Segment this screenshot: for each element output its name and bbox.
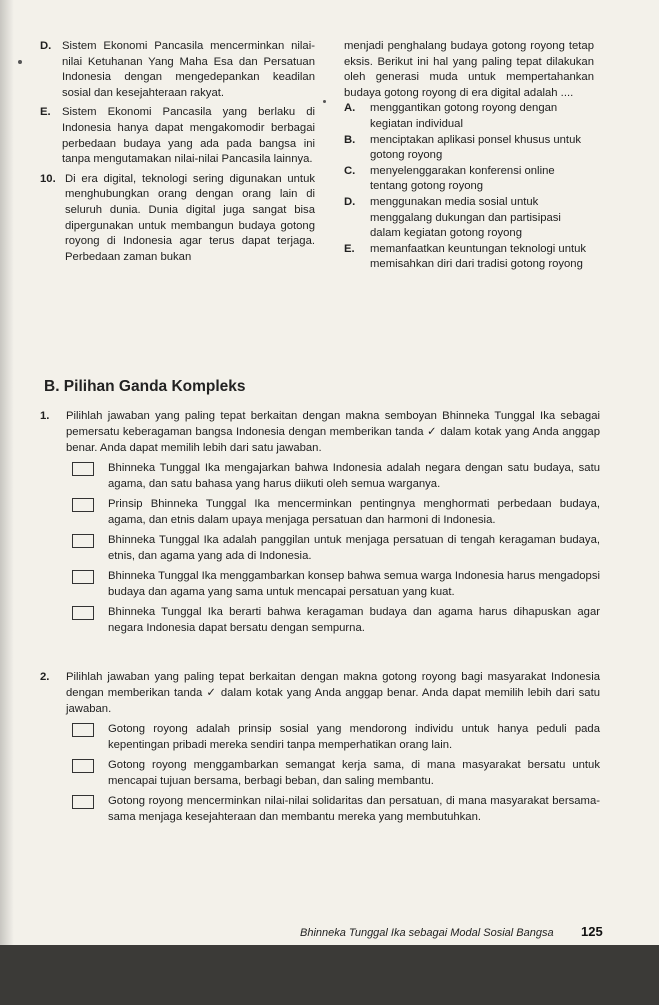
choice-item xyxy=(66,568,600,600)
page-number: 125 xyxy=(581,924,603,939)
choice-text: Prinsip Bhinneka Tunggal Ika mencerminkan pentingnya menghormati perbedaan budaya, agama, dan etnis dalam upaya menjaga persatuan dan harmoni di Indonesia. xyxy=(108,498,600,526)
option-text: menyelenggarakan konferensi online tentang gotong royong xyxy=(370,164,555,193)
question-header xyxy=(40,669,600,717)
choice-item xyxy=(66,460,600,492)
left-column xyxy=(40,39,315,265)
option-label: A. xyxy=(344,102,356,115)
question-text: Di era digital, teknologi sering digunakan untuk menghubungkan orang dengan orang lain di seluruh dunia. Dunia digital juga sangat bisa dipergunakan untuk membangun budaya gotong royong di Indonesia agar terus dapat terjaga. Perbedaan zaman bukan xyxy=(65,172,315,263)
question-number: 1. xyxy=(40,410,50,422)
right-column xyxy=(344,39,594,273)
page-gutter-shadow xyxy=(0,0,14,945)
answer-checkbox[interactable] xyxy=(72,723,94,737)
option-label: E. xyxy=(344,242,355,255)
running-footer: Bhinneka Tunggal Ika sebagai Modal Sosial Bangsa xyxy=(300,927,554,939)
choice-item xyxy=(66,757,600,789)
option-d xyxy=(344,195,594,242)
answer-checkbox[interactable] xyxy=(72,570,94,584)
question-10 xyxy=(40,172,315,266)
option-label: B. xyxy=(344,133,356,146)
option-label: E. xyxy=(40,106,51,119)
question-2 xyxy=(40,669,600,828)
option-e xyxy=(40,105,315,167)
answer-checkbox[interactable] xyxy=(72,606,94,620)
option-b xyxy=(344,133,594,164)
choice-item xyxy=(66,793,600,825)
answer-checkbox[interactable] xyxy=(72,462,94,476)
option-c xyxy=(344,164,594,195)
answer-checkbox[interactable] xyxy=(72,534,94,548)
choice-text: Bhinneka Tunggal Ika berarti bahwa keragaman budaya dan agama harus dihapuskan agar negara Indonesia dapat bersatu dengan sempurna. xyxy=(108,606,600,634)
option-label: C. xyxy=(344,164,356,177)
answer-checkbox[interactable] xyxy=(72,498,94,512)
option-text: Sistem Ekonomi Pancasila yang berlaku di Indonesia hanya dapat mengakomodir berbagai perbedaan budaya yang ada pada bangsa ini tanpa mengutamakan nilai-nilai Pancasila lainnya. xyxy=(62,106,315,166)
choice-text: Gotong royong menggambarkan semangat kerja sama, di mana masyarakat bersatu untuk mencapai tujuan bersama, berbagi beban, dan saling membantu. xyxy=(108,759,600,787)
choice-text: Gotong royong adalah prinsip sosial yang mendorong individu untuk hanya peduli pada kepentingan pribadi mereka sendiri tanpa memperhatikan orang lain. xyxy=(108,723,600,751)
question-text: Pilihlah jawaban yang paling tepat berkaitan dengan makna gotong royong bagi masyarakat Indonesia dengan memberikan tanda ✓ dalam kotak yang Anda anggap benar. Anda dapat memilih lebih dari satu jawaban. xyxy=(66,671,600,715)
section-title: B. Pilihan Ganda Kompleks xyxy=(44,378,246,395)
choice-item xyxy=(66,532,600,564)
question-number: 2. xyxy=(40,671,50,683)
answer-checkbox[interactable] xyxy=(72,795,94,809)
option-text: menggunakan media sosial untuk menggalang dukungan dan partisipasi dalam kegiatan gotong royong xyxy=(370,195,561,240)
question-1 xyxy=(40,408,600,639)
choice-text: Bhinneka Tunggal Ika adalah panggilan untuk menjaga persatuan di tengah keragaman budaya, etnis, dan agama yang ada di Indonesia. xyxy=(108,534,600,562)
choice-item xyxy=(66,604,600,636)
option-label: D. xyxy=(344,195,356,208)
option-text: menciptakan aplikasi ponsel khusus untuk gotong royong xyxy=(370,133,582,162)
page-speck xyxy=(323,100,326,103)
choice-item xyxy=(66,496,600,528)
question-number: 10. xyxy=(40,172,56,185)
question-continuation: menjadi penghalang budaya gotong royong tetap eksis. Berikut ini hal yang paling tepat dilakukan oleh generasi muda untuk mempertahankan budaya gotong royong di era digital adalah .... xyxy=(344,40,594,99)
option-label: D. xyxy=(40,40,52,52)
answer-checkbox[interactable] xyxy=(72,759,94,773)
option-text: menggantikan gotong royong dengan kegiatan individual xyxy=(370,102,558,130)
choice-item xyxy=(66,721,600,753)
question-text: Pilihlah jawaban yang paling tepat berkaitan dengan makna semboyan Bhinneka Tunggal Ika sebagai pemersatu keberagaman bangsa Indonesia dengan memberikan tanda ✓ dalam kotak yang Anda anggap benar. Anda dapat memilih lebih dari satu jawaban. xyxy=(66,410,600,454)
question-header xyxy=(40,408,600,456)
option-e xyxy=(344,242,594,273)
choice-text: Gotong royong mencerminkan nilai-nilai solidaritas dan persatuan, di mana masyarakat bersama-sama menjaga kesejahteraan dan membantu mereka yang membutuhkan. xyxy=(108,795,600,823)
option-text: memanfaatkan keuntungan teknologi untuk memisahkan diri dari tradisi gotong royong xyxy=(370,242,587,271)
page-speck xyxy=(18,60,22,64)
option-d xyxy=(40,39,315,101)
choice-text: Bhinneka Tunggal Ika menggambarkan konsep bahwa semua warga Indonesia harus mengadopsi budaya dan agama yang sama untuk mencapai persatuan yang kuat. xyxy=(108,570,600,598)
option-a xyxy=(344,101,594,132)
option-text: Sistem Ekonomi Pancasila mencerminkan nilai-nilai Ketuhanan Yang Maha Esa dan Persatuan Indonesia dengan mengedepankan keadilan sosial dan kesejahteraan rakyat. xyxy=(62,40,315,99)
choice-text: Bhinneka Tunggal Ika mengajarkan bahwa Indonesia adalah negara dengan satu budaya, satu agama, dan satu bahasa yang harus diikuti oleh semua warganya. xyxy=(108,462,600,490)
